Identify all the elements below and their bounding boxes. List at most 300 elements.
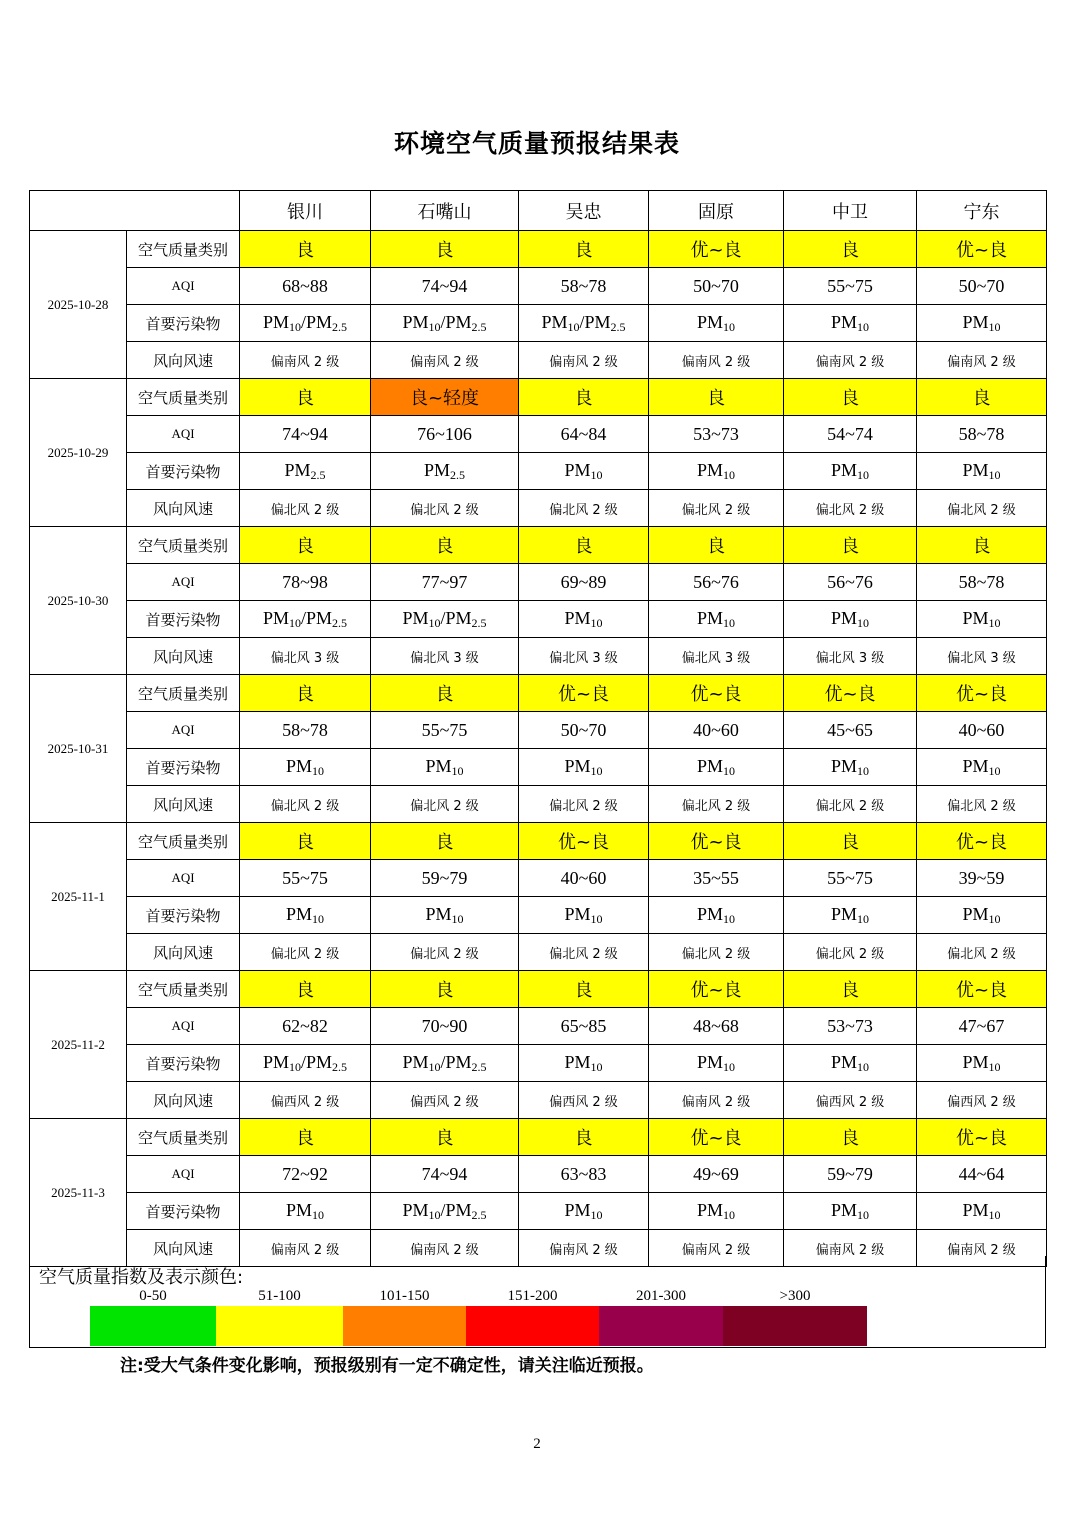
- air-quality-level-cell: 良~轻度: [371, 379, 519, 416]
- date-cell: 2025-10-31: [30, 675, 127, 823]
- row-label-pollutant: 首要污染物: [127, 897, 240, 934]
- legend-color-bar: [90, 1284, 867, 1346]
- pollutant-subscript: 10: [723, 467, 735, 482]
- wind-cell: 偏南风 2 级: [649, 342, 784, 379]
- air-quality-level-cell: 优~良: [649, 231, 784, 268]
- pollutant-subscript: 2.5: [471, 1207, 487, 1222]
- aqi-legend: [29, 1256, 1046, 1348]
- pollutant-name: PM: [423, 459, 450, 480]
- row-label-pollutant: 首要污染物: [127, 453, 240, 490]
- row-wind: [30, 786, 1047, 823]
- aqi-range-cell: 59~79: [784, 1156, 917, 1193]
- wind-cell: 偏南风 2 级: [519, 342, 649, 379]
- air-quality-level-cell: 优~良: [519, 823, 649, 860]
- air-quality-level-cell: 优~良: [784, 675, 917, 712]
- pollutant-subscript: 10: [857, 615, 869, 630]
- aqi-range-cell: 55~75: [371, 712, 519, 749]
- pollutant-name: PM: [696, 903, 723, 924]
- wind-cell: 偏南风 2 级: [917, 1230, 1047, 1267]
- pollutant-name: PM: [284, 459, 311, 480]
- wind-cell: 偏西风 2 级: [240, 1082, 371, 1119]
- wind-cell: 偏北风 2 级: [240, 934, 371, 971]
- aqi-range-cell: 40~60: [649, 712, 784, 749]
- aqi-range-cell: 74~94: [371, 1156, 519, 1193]
- primary-pollutant-cell: [240, 1193, 371, 1230]
- primary-pollutant-cell: [649, 749, 784, 786]
- date-cell: 2025-11-2: [30, 971, 127, 1119]
- wind-cell: 偏南风 2 级: [240, 342, 371, 379]
- wind-cell: 偏南风 2 级: [649, 1230, 784, 1267]
- primary-pollutant-cell: [240, 749, 371, 786]
- row-label-level: 空气质量类别: [127, 823, 240, 860]
- aqi-range-cell: 55~75: [240, 860, 371, 897]
- wind-cell: 偏北风 2 级: [519, 934, 649, 971]
- row-label-pollutant: 首要污染物: [127, 1193, 240, 1230]
- legend-color-swatch: [90, 1306, 216, 1346]
- pollutant-name: PM: [696, 311, 723, 332]
- primary-pollutant-cell: [371, 1193, 519, 1230]
- row-level: [30, 231, 1047, 268]
- pollutant-subscript: 2.5: [471, 1059, 487, 1074]
- legend-range-label: 151-200: [507, 1288, 558, 1304]
- air-quality-level-cell: 良: [519, 379, 649, 416]
- pollutant-name: PM: [285, 903, 312, 924]
- air-quality-level-cell: 良: [240, 527, 371, 564]
- wind-cell: 偏北风 2 级: [371, 490, 519, 527]
- row-label-aqi: AQI: [127, 1008, 240, 1045]
- wind-cell: 偏南风 2 级: [371, 342, 519, 379]
- row-level: [30, 823, 1047, 860]
- wind-cell: 偏西风 2 级: [519, 1082, 649, 1119]
- pollutant-name: PM: [564, 903, 591, 924]
- air-quality-level-cell: 优~良: [649, 1119, 784, 1156]
- pollutant-subscript: 10: [428, 319, 441, 334]
- pollutant-subscript: 10: [288, 319, 301, 334]
- pollutant-name: /PM: [300, 311, 333, 332]
- air-quality-level-cell: 良: [371, 823, 519, 860]
- pollutant-subscript: 10: [857, 467, 869, 482]
- pollutant-subscript: 10: [988, 467, 1001, 482]
- wind-cell: 偏北风 2 级: [649, 934, 784, 971]
- date-cell: 2025-10-29: [30, 379, 127, 527]
- air-quality-level-cell: 良: [917, 527, 1047, 564]
- legend-segment: [599, 1284, 723, 1346]
- row-label-pollutant: 首要污染物: [127, 305, 240, 342]
- primary-pollutant-cell: [371, 601, 519, 638]
- pollutant-name: /PM: [300, 607, 333, 628]
- row-label-wind: 风向风速: [127, 638, 240, 675]
- air-quality-level-cell: 良: [784, 1119, 917, 1156]
- pollutant-name: PM: [425, 755, 452, 776]
- legend-color-swatch: [343, 1306, 466, 1346]
- aqi-range-cell: 45~65: [784, 712, 917, 749]
- legend-segment: [343, 1284, 466, 1346]
- pollutant-subscript: 10: [451, 911, 464, 926]
- pollutant-name: PM: [564, 459, 591, 480]
- primary-pollutant-cell: [917, 1193, 1047, 1230]
- pollutant-subscript: 10: [288, 615, 301, 630]
- pollutant-subscript: 10: [723, 1059, 735, 1074]
- pollutant-subscript: 10: [723, 1207, 735, 1222]
- pollutant-name: PM: [962, 903, 989, 924]
- primary-pollutant-cell: [649, 601, 784, 638]
- row-level: [30, 1119, 1047, 1156]
- row-label-aqi: AQI: [127, 268, 240, 305]
- pollutant-name: PM: [830, 311, 857, 332]
- wind-cell: 偏北风 3 级: [784, 638, 917, 675]
- aqi-range-cell: 40~60: [519, 860, 649, 897]
- row-label-level: 空气质量类别: [127, 971, 240, 1008]
- pollutant-name: PM: [830, 607, 857, 628]
- wind-cell: 偏北风 3 级: [519, 638, 649, 675]
- pollutant-name: PM: [564, 607, 591, 628]
- primary-pollutant-cell: [519, 1193, 649, 1230]
- air-quality-level-cell: 良: [371, 675, 519, 712]
- date-cell: 2025-11-1: [30, 823, 127, 971]
- pollutant-name: /PM: [300, 1051, 333, 1072]
- aqi-range-cell: 55~75: [784, 860, 917, 897]
- primary-pollutant-cell: [519, 1045, 649, 1082]
- aqi-range-cell: 35~55: [649, 860, 784, 897]
- pollutant-subscript: 10: [988, 1207, 1001, 1222]
- pollutant-subscript: 10: [590, 615, 603, 630]
- air-quality-level-cell: 良: [240, 675, 371, 712]
- primary-pollutant-cell: [917, 897, 1047, 934]
- row-label-level: 空气质量类别: [127, 1119, 240, 1156]
- pollutant-subscript: 10: [312, 763, 324, 778]
- primary-pollutant-cell: [784, 453, 917, 490]
- air-quality-level-cell: 优~良: [649, 971, 784, 1008]
- pollutant-subscript: 10: [723, 615, 735, 630]
- wind-cell: 偏南风 2 级: [519, 1230, 649, 1267]
- primary-pollutant-cell: [784, 601, 917, 638]
- aqi-range-cell: 76~106: [371, 416, 519, 453]
- primary-pollutant-cell: [519, 749, 649, 786]
- pollutant-name: PM: [696, 1199, 723, 1220]
- wind-cell: 偏北风 3 级: [371, 638, 519, 675]
- legend-segment: [90, 1284, 216, 1346]
- legend-segment: [466, 1284, 599, 1346]
- primary-pollutant-cell: [917, 601, 1047, 638]
- primary-pollutant-cell: [519, 897, 649, 934]
- header-corner-cell: [30, 191, 240, 231]
- aqi-range-cell: 62~82: [240, 1008, 371, 1045]
- row-aqi: [30, 1008, 1047, 1045]
- primary-pollutant-cell: [240, 897, 371, 934]
- wind-cell: 偏西风 2 级: [784, 1082, 917, 1119]
- air-quality-level-cell: 良: [784, 379, 917, 416]
- wind-cell: 偏北风 2 级: [240, 490, 371, 527]
- air-quality-level-cell: 良: [240, 231, 371, 268]
- wind-cell: 偏南风 2 级: [649, 1082, 784, 1119]
- primary-pollutant-cell: [371, 749, 519, 786]
- forecast-note: 注:受大气条件变化影响，预报级别有一定不确定性，请关注临近预报。: [120, 1356, 654, 1376]
- legend-color-swatch: [466, 1306, 599, 1346]
- pollutant-subscript: 2.5: [332, 1059, 348, 1074]
- air-quality-level-cell: 优~良: [917, 971, 1047, 1008]
- aqi-range-cell: 58~78: [917, 416, 1047, 453]
- air-quality-level-cell: 优~良: [917, 231, 1047, 268]
- pollutant-subscript: 10: [988, 615, 1001, 630]
- pollutant-subscript: 10: [988, 763, 1001, 778]
- air-quality-level-cell: 良: [917, 379, 1047, 416]
- row-label-wind: 风向风速: [127, 342, 240, 379]
- primary-pollutant-cell: [519, 453, 649, 490]
- legend-segment: [723, 1284, 867, 1346]
- pollutant-name: PM: [962, 311, 989, 332]
- aqi-range-cell: 56~76: [784, 564, 917, 601]
- pollutant-subscript: 10: [590, 1059, 603, 1074]
- primary-pollutant-cell: [371, 305, 519, 342]
- pollutant-name: PM: [962, 1199, 989, 1220]
- row-label-aqi: AQI: [127, 860, 240, 897]
- aqi-range-cell: 78~98: [240, 564, 371, 601]
- row-label-level: 空气质量类别: [127, 527, 240, 564]
- row-level: [30, 527, 1047, 564]
- primary-pollutant-cell: [784, 897, 917, 934]
- pollutant-name: PM: [541, 311, 568, 332]
- pollutant-subscript: 2.5: [332, 615, 348, 630]
- date-cell: 2025-10-30: [30, 527, 127, 675]
- air-quality-level-cell: 良: [784, 823, 917, 860]
- pollutant-subscript: 10: [590, 1207, 603, 1222]
- aqi-range-cell: 50~70: [649, 268, 784, 305]
- primary-pollutant-cell: [371, 1045, 519, 1082]
- air-quality-level-cell: 良: [784, 971, 917, 1008]
- aqi-range-cell: 50~70: [519, 712, 649, 749]
- aqi-range-cell: 68~88: [240, 268, 371, 305]
- primary-pollutant-cell: [917, 749, 1047, 786]
- row-label-level: 空气质量类别: [127, 379, 240, 416]
- row-aqi: [30, 860, 1047, 897]
- row-label-pollutant: 首要污染物: [127, 1045, 240, 1082]
- aqi-range-cell: 44~64: [917, 1156, 1047, 1193]
- wind-cell: 偏北风 3 级: [649, 638, 784, 675]
- row-pollutant: [30, 601, 1047, 638]
- primary-pollutant-cell: [784, 305, 917, 342]
- row-label-wind: 风向风速: [127, 1082, 240, 1119]
- pollutant-subscript: 2.5: [610, 319, 626, 334]
- pollutant-subscript: 10: [567, 319, 580, 334]
- primary-pollutant-cell: [784, 1045, 917, 1082]
- pollutant-name: PM: [402, 311, 429, 332]
- page-title: 环境空气质量预报结果表: [393, 129, 680, 158]
- aqi-range-cell: 53~73: [784, 1008, 917, 1045]
- legend-range-label: >300: [779, 1288, 811, 1304]
- pollutant-name: PM: [564, 1051, 591, 1072]
- air-quality-level-cell: 良: [371, 527, 519, 564]
- city-header: 吴忠: [519, 191, 649, 231]
- wind-cell: 偏北风 2 级: [784, 934, 917, 971]
- row-label-pollutant: 首要污染物: [127, 601, 240, 638]
- pollutant-subscript: 10: [312, 1207, 324, 1222]
- primary-pollutant-cell: [649, 897, 784, 934]
- row-label-wind: 风向风速: [127, 490, 240, 527]
- aqi-range-cell: 47~67: [917, 1008, 1047, 1045]
- pollutant-subscript: 10: [590, 467, 603, 482]
- row-level: [30, 971, 1047, 1008]
- aqi-range-cell: 56~76: [649, 564, 784, 601]
- aqi-range-cell: 55~75: [784, 268, 917, 305]
- row-pollutant: [30, 897, 1047, 934]
- primary-pollutant-cell: [649, 305, 784, 342]
- pollutant-name: PM: [425, 903, 452, 924]
- primary-pollutant-cell: [240, 601, 371, 638]
- pollutant-subscript: 10: [857, 1059, 869, 1074]
- wind-cell: 偏北风 2 级: [917, 490, 1047, 527]
- aqi-range-cell: 49~69: [649, 1156, 784, 1193]
- aqi-range-cell: 64~84: [519, 416, 649, 453]
- aqi-range-cell: 77~97: [371, 564, 519, 601]
- aqi-range-cell: 74~94: [240, 416, 371, 453]
- air-quality-level-cell: 良: [240, 379, 371, 416]
- primary-pollutant-cell: [519, 601, 649, 638]
- pollutant-name: PM: [402, 607, 429, 628]
- air-quality-level-cell: 良: [519, 971, 649, 1008]
- pollutant-subscript: 10: [988, 911, 1001, 926]
- pollutant-subscript: 10: [428, 1207, 441, 1222]
- pollutant-name: PM: [696, 1051, 723, 1072]
- wind-cell: 偏北风 2 级: [519, 490, 649, 527]
- aqi-range-cell: 53~73: [649, 416, 784, 453]
- pollutant-name: PM: [696, 607, 723, 628]
- pollutant-subscript: 10: [857, 763, 869, 778]
- aqi-range-cell: 58~78: [240, 712, 371, 749]
- date-cell: 2025-10-28: [30, 231, 127, 379]
- legend-title: 空气质量指数及表示颜色:: [39, 1267, 244, 1288]
- row-wind: [30, 342, 1047, 379]
- pollutant-name: PM: [262, 1051, 289, 1072]
- pollutant-name: PM: [962, 1051, 989, 1072]
- legend-range-label: 101-150: [379, 1288, 430, 1304]
- primary-pollutant-cell: [240, 453, 371, 490]
- pollutant-subscript: 10: [312, 911, 324, 926]
- pollutant-name: PM: [830, 903, 857, 924]
- pollutant-name: /PM: [440, 1199, 472, 1220]
- wind-cell: 偏南风 2 级: [784, 342, 917, 379]
- city-header: 银川: [240, 191, 371, 231]
- row-aqi: [30, 416, 1047, 453]
- aqi-range-cell: 74~94: [371, 268, 519, 305]
- wind-cell: 偏北风 3 级: [917, 638, 1047, 675]
- row-level: [30, 675, 1047, 712]
- pollutant-subscript: 10: [590, 763, 603, 778]
- aqi-range-cell: 50~70: [917, 268, 1047, 305]
- row-level: [30, 379, 1047, 416]
- pollutant-name: PM: [830, 1051, 857, 1072]
- pollutant-subscript: 2.5: [471, 615, 487, 630]
- legend-range-label: 51-100: [258, 1288, 301, 1304]
- primary-pollutant-cell: [240, 305, 371, 342]
- wind-cell: 偏北风 2 级: [240, 786, 371, 823]
- aqi-range-cell: 70~90: [371, 1008, 519, 1045]
- city-header: 固原: [649, 191, 784, 231]
- primary-pollutant-cell: [649, 453, 784, 490]
- pollutant-name: /PM: [440, 1051, 472, 1072]
- wind-cell: 偏北风 2 级: [649, 786, 784, 823]
- page-number: 2: [533, 1436, 541, 1452]
- air-quality-level-cell: 优~良: [649, 675, 784, 712]
- pollutant-subscript: 10: [288, 1059, 301, 1074]
- pollutant-subscript: 10: [857, 1207, 869, 1222]
- wind-cell: 偏北风 2 级: [519, 786, 649, 823]
- pollutant-name: PM: [262, 311, 289, 332]
- pollutant-name: PM: [285, 1199, 312, 1220]
- row-wind: [30, 1082, 1047, 1119]
- aqi-range-cell: 59~79: [371, 860, 519, 897]
- wind-cell: 偏北风 3 级: [240, 638, 371, 675]
- primary-pollutant-cell: [240, 1045, 371, 1082]
- air-quality-level-cell: 优~良: [649, 823, 784, 860]
- pollutant-name: /PM: [579, 311, 611, 332]
- wind-cell: 偏北风 2 级: [371, 934, 519, 971]
- primary-pollutant-cell: [519, 305, 649, 342]
- primary-pollutant-cell: [917, 305, 1047, 342]
- pollutant-subscript: 10: [988, 319, 1001, 334]
- pollutant-subscript: 10: [857, 911, 869, 926]
- city-header: 宁东: [917, 191, 1047, 231]
- pollutant-name: PM: [564, 755, 591, 776]
- pollutant-name: PM: [262, 607, 289, 628]
- pollutant-name: PM: [402, 1051, 429, 1072]
- row-wind: [30, 638, 1047, 675]
- row-pollutant: [30, 1193, 1047, 1230]
- primary-pollutant-cell: [917, 453, 1047, 490]
- aqi-range-cell: 65~85: [519, 1008, 649, 1045]
- aqi-range-cell: 48~68: [649, 1008, 784, 1045]
- air-quality-level-cell: 优~良: [917, 675, 1047, 712]
- legend-range-label: 201-300: [636, 1288, 686, 1304]
- row-label-aqi: AQI: [127, 416, 240, 453]
- aqi-range-cell: 69~89: [519, 564, 649, 601]
- aqi-range-cell: 39~59: [917, 860, 1047, 897]
- pollutant-name: PM: [830, 755, 857, 776]
- wind-cell: 偏南风 2 级: [371, 1230, 519, 1267]
- air-quality-level-cell: 良: [519, 231, 649, 268]
- pollutant-name: PM: [962, 459, 989, 480]
- pollutant-name: PM: [696, 755, 723, 776]
- pollutant-name: /PM: [440, 607, 472, 628]
- row-pollutant: [30, 749, 1047, 786]
- row-label-aqi: AQI: [127, 1156, 240, 1193]
- air-quality-level-cell: 优~良: [917, 823, 1047, 860]
- pollutant-name: PM: [830, 459, 857, 480]
- air-quality-level-cell: 优~良: [917, 1119, 1047, 1156]
- pollutant-subscript: 10: [451, 763, 464, 778]
- city-header: 中卫: [784, 191, 917, 231]
- air-quality-level-cell: 良: [371, 1119, 519, 1156]
- wind-cell: 偏北风 2 级: [917, 934, 1047, 971]
- row-label-pollutant: 首要污染物: [127, 749, 240, 786]
- row-pollutant: [30, 453, 1047, 490]
- forecast-table: [29, 190, 1047, 1267]
- pollutant-subscript: 10: [857, 319, 869, 334]
- aqi-range-cell: 58~78: [519, 268, 649, 305]
- air-quality-level-cell: 良: [519, 1119, 649, 1156]
- row-label-wind: 风向风速: [127, 934, 240, 971]
- wind-cell: 偏北风 2 级: [649, 490, 784, 527]
- primary-pollutant-cell: [371, 453, 519, 490]
- primary-pollutant-cell: [371, 897, 519, 934]
- aqi-range-cell: 63~83: [519, 1156, 649, 1193]
- legend-range-label: 0-50: [139, 1288, 167, 1304]
- pollutant-subscript: 10: [723, 911, 735, 926]
- row-pollutant: [30, 1045, 1047, 1082]
- pollutant-subscript: 10: [590, 911, 603, 926]
- air-quality-level-cell: 良: [784, 231, 917, 268]
- primary-pollutant-cell: [784, 1193, 917, 1230]
- aqi-range-cell: 58~78: [917, 564, 1047, 601]
